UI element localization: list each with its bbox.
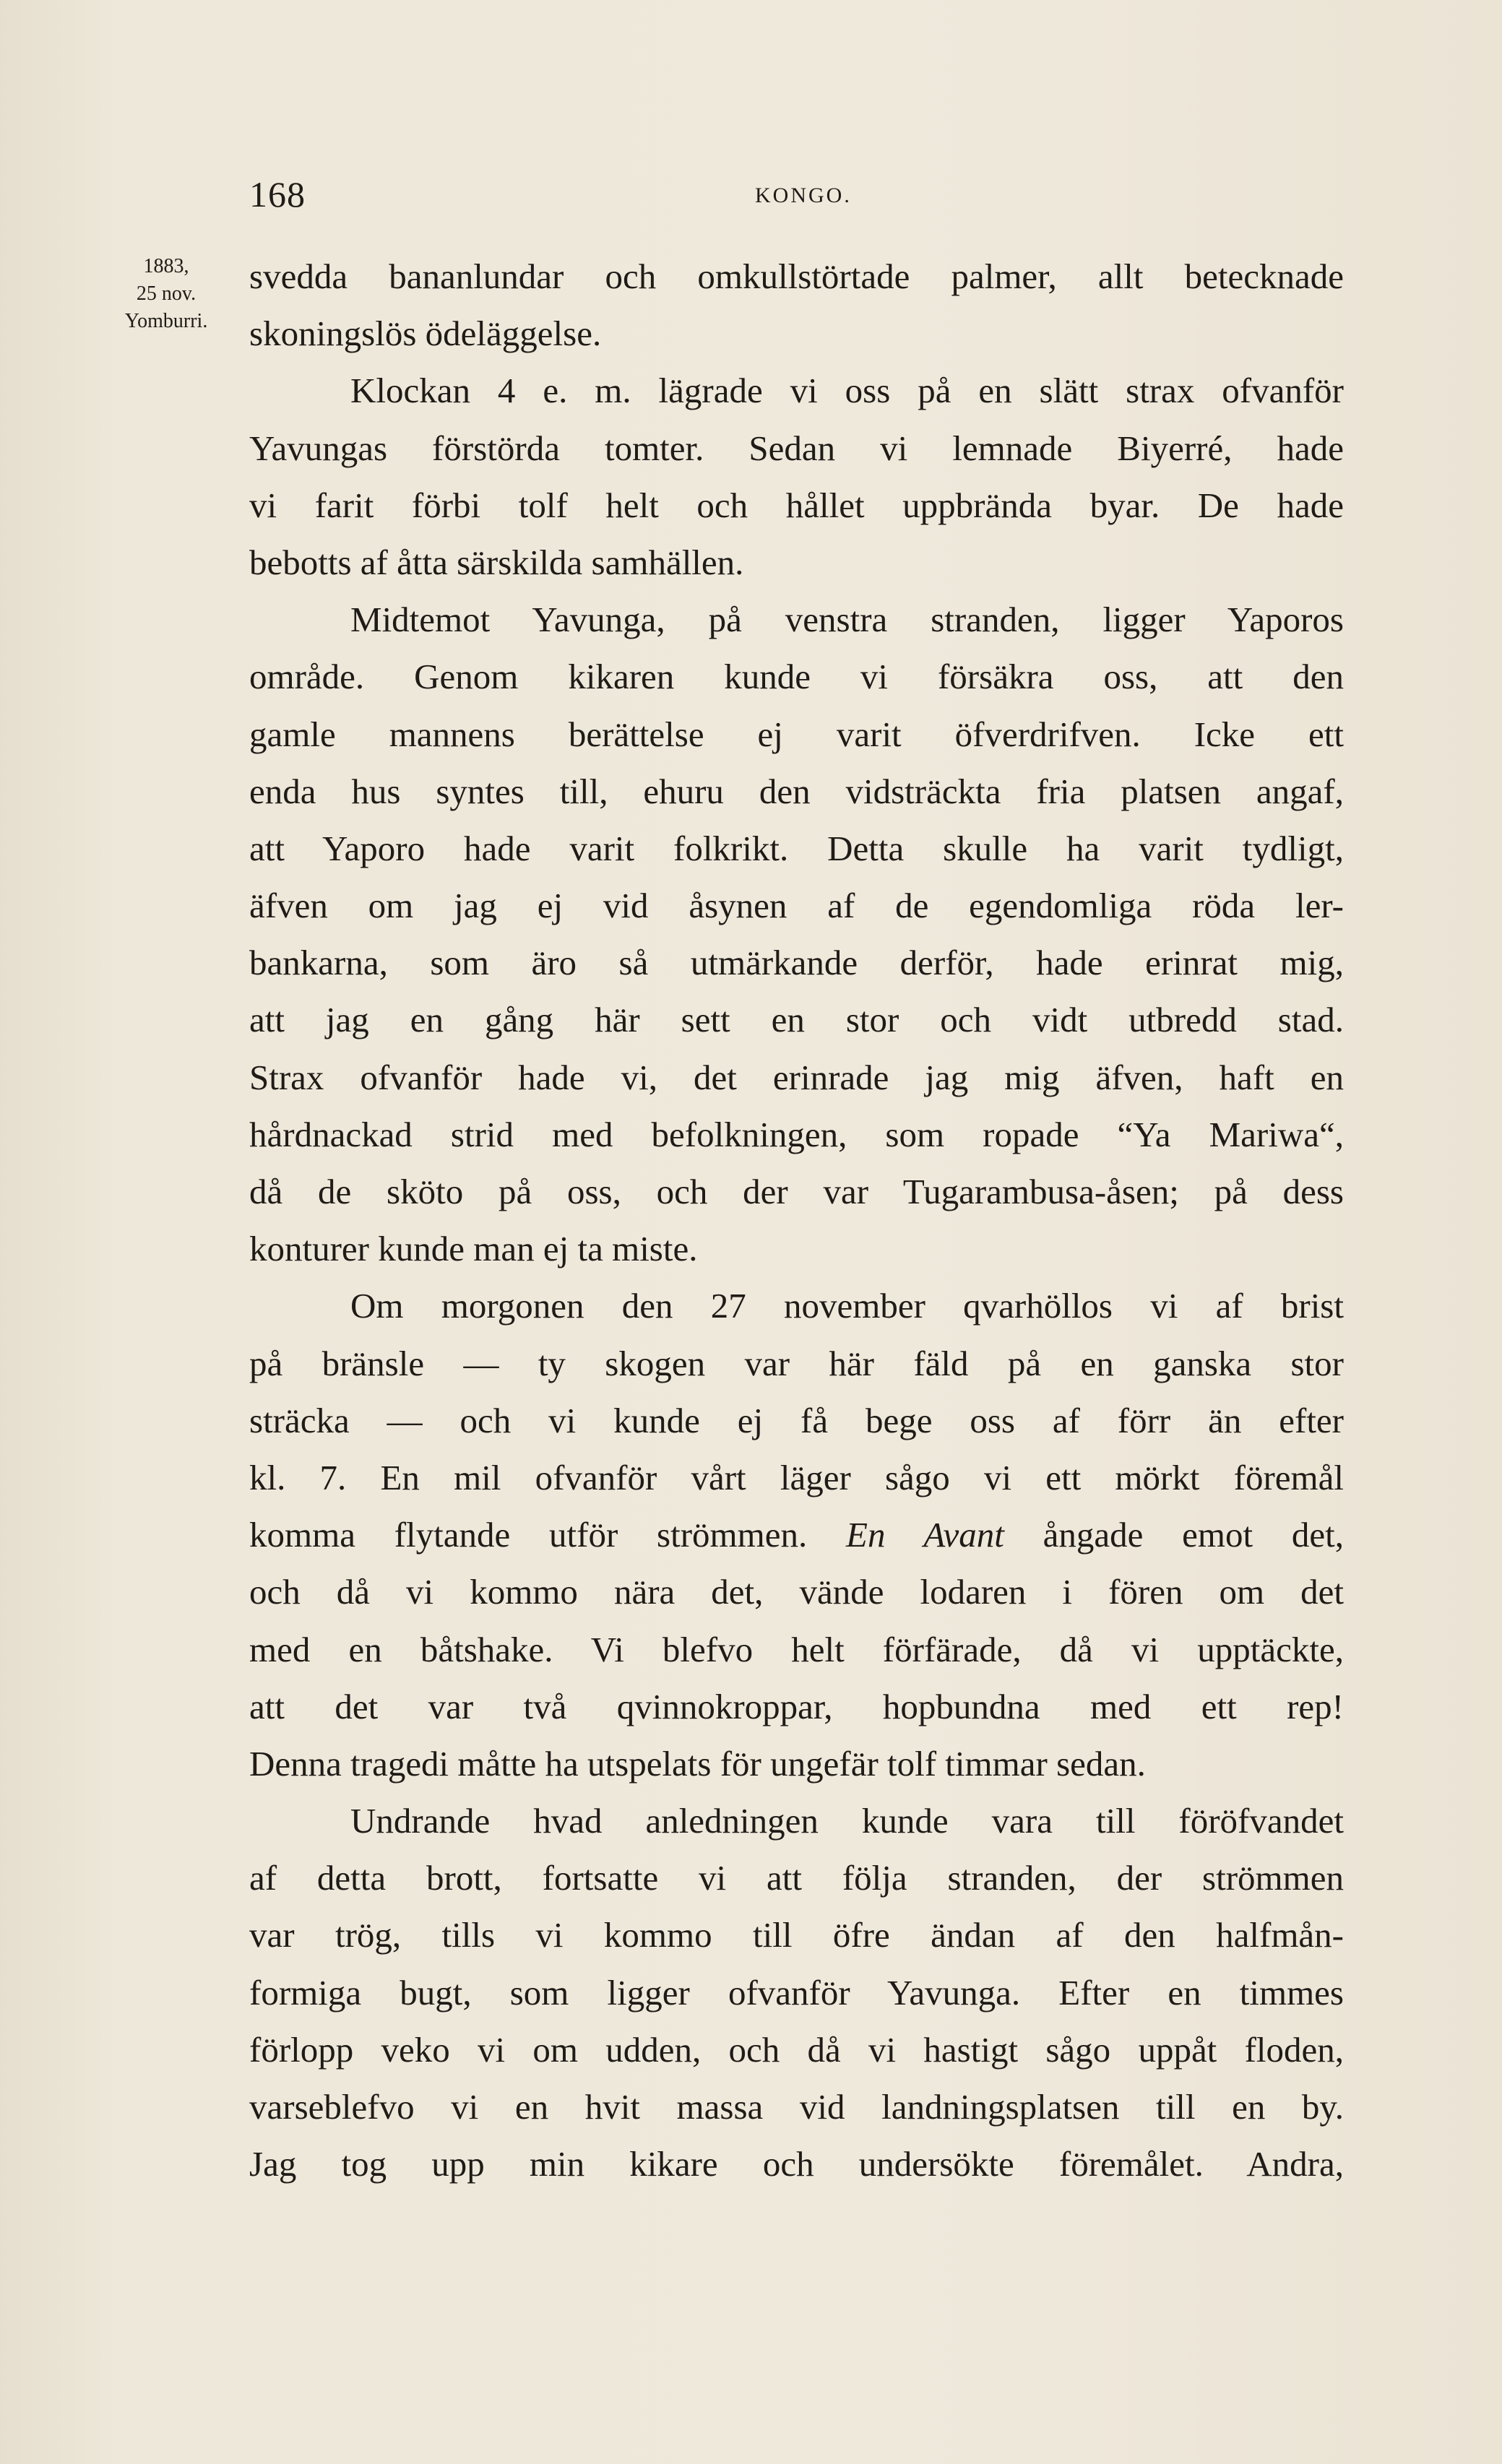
text-line: att Yaporo hade varit folkrikt. Detta skulle ha varit tydligt,	[249, 828, 1344, 868]
text-line: på bränsle — ty skogen var här fäld på en ganska stor	[249, 1343, 1344, 1383]
text-line: bankarna, som äro så utmärkande derför, hade erinrat mig,	[249, 943, 1344, 983]
text-line: svedda bananlundar och omkullstörtade palmer, allt betecknade	[249, 256, 1344, 296]
text-line: Midtemot Yavunga, på venstra stranden, ligger Yaporos	[350, 600, 1344, 640]
running-head: KONGO.	[755, 183, 852, 207]
text-line: af detta brott, fortsatte vi att följa stranden, der strömmen	[249, 1858, 1344, 1898]
text-line: Strax ofvanför hade vi, det erinrade jag mig äfven, haft en	[249, 1057, 1344, 1097]
text-line: var trög, tills vi kommo till öfre ändan af den halfmån-	[249, 1915, 1344, 1955]
page-number: 168	[249, 174, 306, 215]
text-line: att jag en gång här sett en stor och vidt utbredd stad.	[249, 1000, 1344, 1040]
text-line: gamle mannens berättelse ej varit öfverdrifven. Icke ett	[249, 714, 1344, 754]
text-line: hårdnackad strid med befolkningen, som ropade “Ya Mariwa“,	[249, 1114, 1344, 1154]
text-segment: komma flytande utför strömmen.	[249, 1515, 808, 1555]
text-line-with-italic	[249, 1506, 1344, 1563]
text-line: att det var två qvinnokroppar, hopbundna med ett rep!	[249, 1686, 1344, 1726]
text-line: och då vi kommo nära det, vände lodaren i fören om det	[249, 1572, 1344, 1612]
italic-ship-name: En Avant	[846, 1515, 1004, 1555]
text-line: sträcka — och vi kunde ej få bege oss af förr än efter	[249, 1400, 1344, 1440]
body-text	[249, 248, 1344, 2192]
text-line: förlopp veko vi om udden, och då vi hastigt sågo uppåt floden,	[249, 2029, 1344, 2070]
text-line: Denna tragedi måtte ha utspelats för ungefär tolf timmar sedan.	[249, 1743, 1146, 1784]
text-line: då de sköto på oss, och der var Tugarambusa-åsen; på dess	[249, 1172, 1344, 1211]
text-line: skoningslös ödeläggelse.	[249, 314, 602, 354]
text-line: vi farit förbi tolf helt och hållet uppbrända byar. De hade	[249, 485, 1344, 525]
text-line: Jag tog upp min kikare och undersökte föremålet. Andra,	[249, 2144, 1344, 2184]
margin-note-place: Yomburri.	[124, 310, 208, 332]
text-line: Yavungas förstörda tomter. Sedan vi lemnade Biyerré, hade	[249, 428, 1344, 468]
text-line: kl. 7. En mil ofvanför vårt läger sågo vi ett mörkt föremål	[249, 1457, 1344, 1497]
text-line: Undrande hvad anledningen kunde vara till föröfvandet	[350, 1801, 1344, 1841]
text-line: Klockan 4 e. m. lägrade vi oss på en slätt strax ofvanför	[350, 371, 1344, 411]
text-line: Om morgonen den 27 november qvarhöllos vi af brist	[350, 1286, 1344, 1326]
text-line: äfven om jag ej vid åsynen af de egendomliga röda ler-	[249, 886, 1344, 926]
page-header	[249, 173, 1344, 224]
text-line: formiga bugt, som ligger ofvanför Yavunga. Efter en timmes	[249, 1972, 1344, 2013]
text-line: med en båtshake. Vi blefvo helt förfärade, då vi upptäckte,	[249, 1629, 1344, 1669]
text-line: område. Genom kikaren kunde vi försäkra oss, att den	[249, 657, 1344, 697]
text-line: varseblefvo vi en hvit massa vid landningsplatsen till en by.	[249, 2087, 1344, 2127]
text-line: konturer kunde man ej ta miste.	[249, 1229, 698, 1269]
text-line: bebotts af åtta särskilda samhällen.	[249, 542, 744, 582]
text-line: enda hus syntes till, ehuru den vidsträckta fria platsen angaf,	[249, 771, 1344, 811]
margin-note-date: 25 nov.	[136, 282, 197, 305]
margin-note-year: 1883,	[143, 255, 189, 277]
margin-note	[87, 253, 246, 335]
text-segment: ångade emot det,	[1043, 1515, 1345, 1555]
